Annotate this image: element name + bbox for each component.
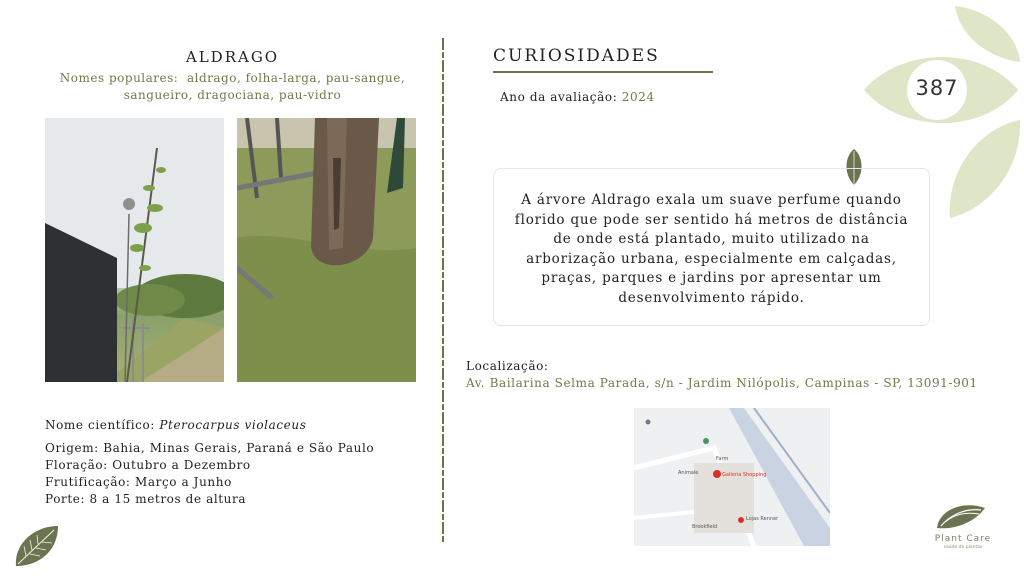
record-number: 387	[915, 76, 959, 100]
map-label-animale: Animale	[678, 470, 699, 476]
plant-title: ALDRAGO	[185, 48, 280, 66]
popular-names-label: Nomes populares:	[59, 71, 179, 85]
scientific-name	[45, 418, 306, 432]
scientific-label: Nome científico:	[45, 418, 160, 432]
plant-care-logo-icon	[935, 500, 987, 530]
leaf-icon	[12, 524, 60, 568]
map-label-renner: Lojas Renner	[746, 516, 779, 522]
plant-details	[45, 440, 374, 508]
title-underline	[493, 70, 713, 74]
curiosity-card	[493, 168, 930, 326]
column-divider	[441, 38, 445, 543]
year-label: Ano da avaliação:	[500, 90, 622, 104]
tree-photo	[45, 118, 224, 382]
location-label: Localização:	[466, 359, 549, 373]
popular-names-line2: sangueiro, dragociana, pau-vidro	[123, 88, 342, 102]
map-label-farm: Farm	[716, 456, 729, 462]
popular-names	[45, 70, 420, 104]
curiosity-text: A árvore Aldrago exala um suave perfume quando florido que pode ser sentido há metros de distância de onde está plantado, muito utilizado na arborização urbana, especialmente em calçadas, praças, parques e jardins por apresentar um desenvolvimento rápido.	[514, 192, 909, 306]
scientific-value: Pterocarpus violaceus	[159, 418, 307, 432]
popular-names-line1: aldrago, folha-larga, pau-sangue,	[186, 71, 406, 85]
map-label-brookfield: Brookfield	[692, 524, 718, 530]
trunk-photo	[237, 118, 416, 382]
size: Porte: 8 a 15 metros de altura	[45, 492, 247, 506]
year-value: 2024	[621, 90, 655, 104]
evaluation-year	[500, 90, 655, 104]
logo-name: Plant Care	[934, 534, 992, 544]
logo-tagline: saúde de plantas	[943, 545, 983, 550]
flowering: Floração: Outubro a Dezembro	[45, 458, 251, 472]
location-map[interactable]	[634, 408, 830, 546]
location-address: Av. Bailarina Selma Parada, s/n - Jardim Nilópolis, Campinas - SP, 13091-901	[466, 376, 978, 390]
curiosidades-title: CURIOSIDADES	[493, 46, 660, 66]
origin: Origem: Bahia, Minas Gerais, Paraná e São Paulo	[45, 441, 375, 455]
map-label-mall: Galleria Shopping	[722, 472, 767, 478]
fruiting: Frutificação: Março a Junho	[45, 475, 232, 489]
